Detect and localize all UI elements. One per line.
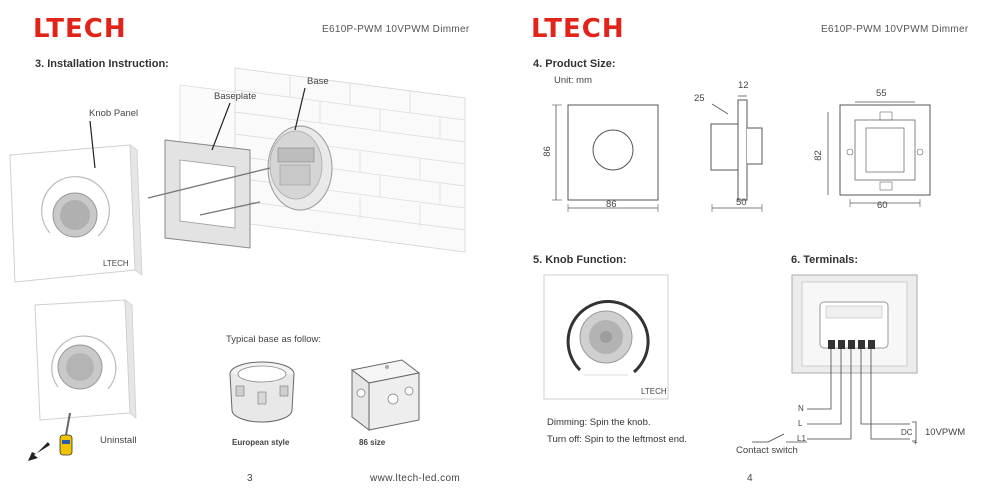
- side-width-dim: 50: [736, 197, 747, 208]
- website-link[interactable]: www.ltech-led.com: [370, 473, 461, 484]
- doc-title: E610P-PWM 10VPWM Dimmer: [322, 24, 470, 35]
- european-style-label: European style: [232, 438, 290, 447]
- european-base-drawing: [222, 352, 312, 432]
- doc-title-right: E610P-PWM 10VPWM Dimmer: [821, 24, 969, 35]
- side-depth-dim: 25: [694, 93, 705, 104]
- size86-label: 86 size: [359, 438, 386, 447]
- panel-logo: LTECH: [103, 259, 129, 268]
- size86-base-drawing: [347, 355, 427, 435]
- back-top-dim: 55: [876, 88, 887, 99]
- knob-function-panel: [544, 275, 674, 405]
- front-width-dim: 86: [606, 199, 617, 210]
- front-height-dim: 86: [541, 146, 553, 157]
- unit-label: Unit: mm: [554, 75, 592, 86]
- terminals-title: 6. Terminals:: [791, 254, 859, 266]
- page-number-3: 3: [247, 473, 253, 484]
- product-size-drawings: [500, 90, 980, 230]
- uninstall-label: Uninstall: [100, 435, 137, 446]
- knob-panel-logo: LTECH: [641, 387, 667, 396]
- terminal-l-label: L: [798, 419, 803, 428]
- base-label: Base: [307, 76, 329, 87]
- page-number-4: 4: [747, 473, 753, 484]
- right-page: [500, 0, 1000, 498]
- side-thickness-dim: 12: [738, 80, 749, 91]
- typical-base-label: Typical base as follow:: [226, 334, 322, 345]
- product-size-title: 4. Product Size:: [533, 58, 616, 70]
- installation-title: 3. Installation Instruction:: [35, 58, 169, 70]
- installation-diagram: [0, 0, 500, 300]
- brand-logo-right: LTECH: [531, 14, 625, 44]
- brand-logo: LTECH: [33, 14, 127, 44]
- knob-panel-label: Knob Panel: [89, 108, 139, 119]
- dimming-instruction: Dimming: Spin the knob.: [547, 417, 651, 428]
- terminal-n-label: N: [798, 404, 804, 413]
- back-height-dim: 82: [812, 150, 824, 161]
- knob-function-title: 5. Knob Function:: [533, 254, 627, 266]
- output-label: 10VPWM: [925, 427, 966, 438]
- terminal-dc-label: DC: [901, 428, 913, 437]
- back-width-dim: 60: [877, 200, 888, 211]
- contact-switch-label: Contact switch: [736, 445, 798, 456]
- baseplate-label: Baseplate: [214, 91, 257, 102]
- terminal-plus-label: +: [913, 438, 918, 447]
- terminals-diagram: [740, 270, 940, 470]
- turnoff-instruction: Turn off: Spin to the leftmost end.: [547, 434, 687, 445]
- terminal-l1-label: L1: [797, 434, 806, 443]
